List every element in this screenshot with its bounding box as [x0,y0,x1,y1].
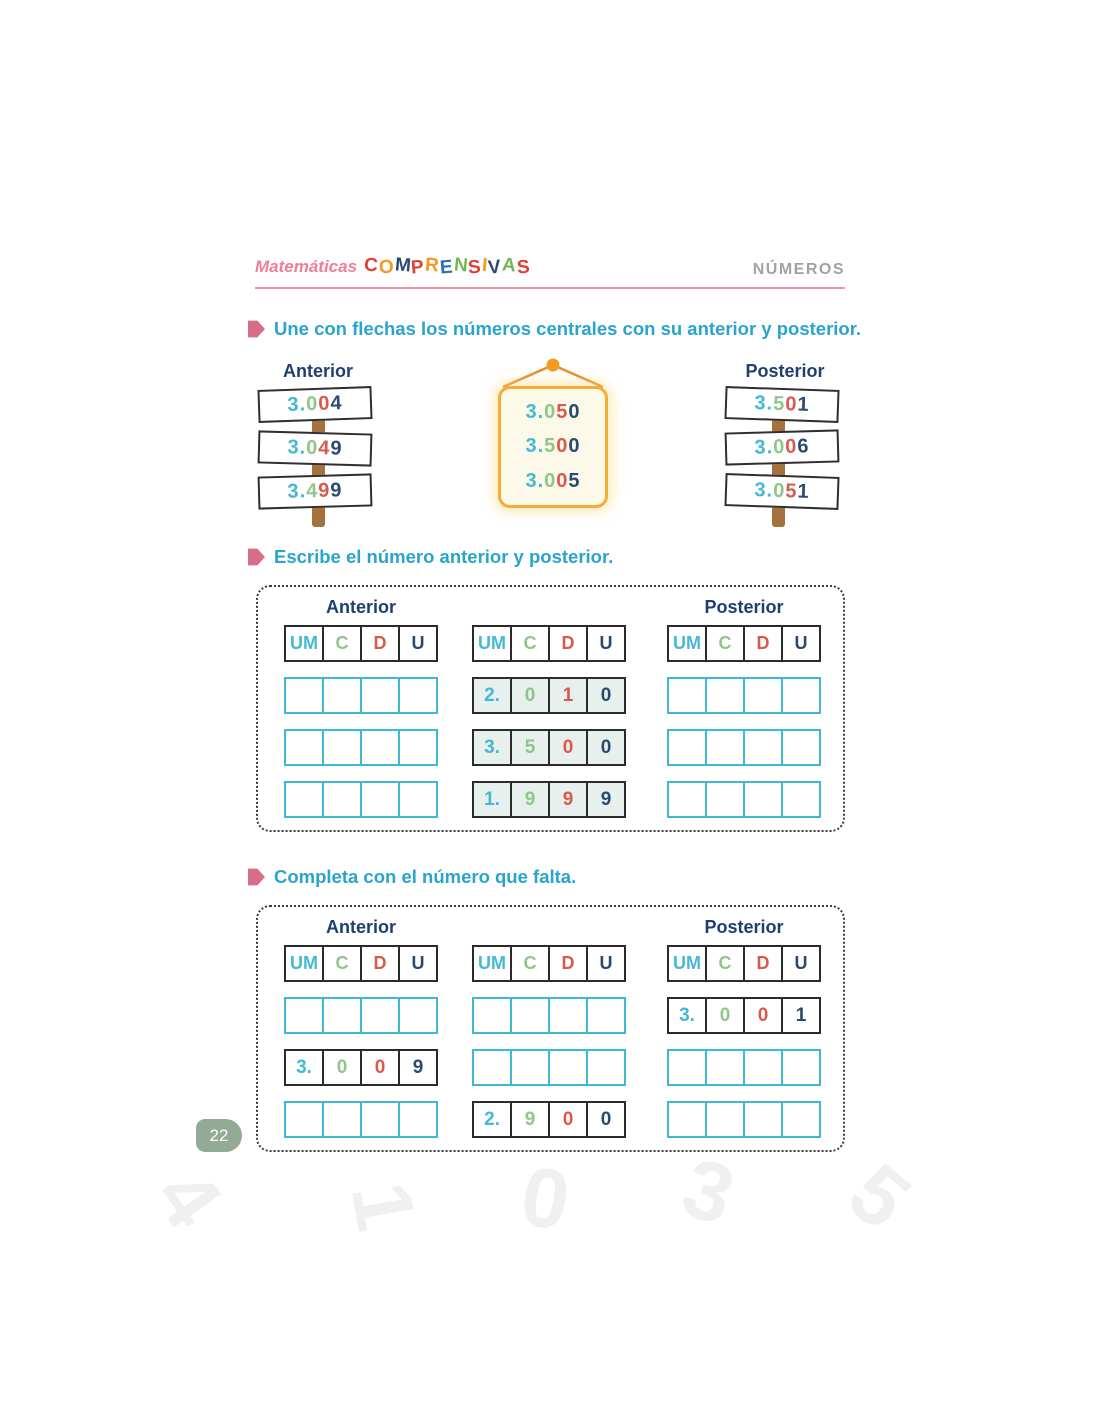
digit: 3. [287,480,307,503]
digit: 3. [754,392,774,415]
sign-number [754,392,810,417]
posterior-column-label: Posterior [704,597,784,617]
answer-cell[interactable] [586,997,626,1034]
digit: 3. [287,436,307,459]
digit: 4 [329,392,343,415]
digit: 9 [330,437,343,460]
brand-letter: M [393,254,413,277]
brand-letter: C [363,254,380,277]
answer-row [667,1101,821,1138]
answer-row [667,781,821,818]
digit: 0 [568,435,581,458]
digit: 0 [784,393,798,416]
brand-logo [255,256,530,278]
digit-cell: 9 [510,781,550,818]
digit: 0 [305,436,319,460]
brand-prefix: Matemáticas [255,257,358,276]
place-header-row [472,625,626,662]
answer-cell[interactable] [398,1101,438,1138]
digit: 9 [330,479,343,502]
watermark-digit: 4 [136,1152,241,1245]
answer-cell[interactable] [548,997,588,1034]
answer-row [667,677,821,714]
brand-letter: E [438,256,455,279]
answer-cell[interactable] [781,677,821,714]
digit: 0 [544,470,557,493]
answer-cell[interactable] [705,781,745,818]
answer-cell[interactable] [398,677,438,714]
digit: 9 [317,479,331,502]
watermark-digit: 0 [514,1147,577,1249]
answer-cell[interactable] [667,729,707,766]
anterior-sign-2 [258,430,373,466]
answer-cell[interactable] [667,1049,707,1086]
place-header-cell: UM [472,625,512,662]
center-number-board [498,386,608,508]
sign-number [754,435,810,460]
digit-cell: 2. [472,1101,512,1138]
answer-cell[interactable] [548,1049,588,1086]
brand-letter: S [467,256,483,279]
digit: 4 [305,479,319,503]
place-header-cell: C [322,945,362,982]
answer-cell[interactable] [781,1049,821,1086]
answer-cell[interactable] [781,1101,821,1138]
place-header-cell: C [705,945,745,982]
answer-cell[interactable] [667,781,707,818]
watermark-digit: 1 [333,1175,435,1238]
answer-cell[interactable] [284,781,324,818]
place-value-table-center [472,625,626,833]
answer-cell[interactable] [705,1101,745,1138]
digit: 0 [772,435,786,459]
digit: 1 [797,393,810,416]
answer-row [284,677,438,714]
place-value-table-anterior [284,945,438,1153]
sign-number [287,479,343,504]
place-header-row [472,945,626,982]
answer-cell[interactable] [743,781,783,818]
posterior-sign-3 [724,473,839,510]
answer-cell[interactable] [781,781,821,818]
digit-cell: 9 [586,781,626,818]
digit-cell: 0 [322,1049,362,1086]
answer-cell[interactable] [398,997,438,1034]
place-header-cell: D [360,945,400,982]
anterior-column-label: Anterior [325,597,396,617]
page-number-tab [196,1119,242,1152]
sign-number [287,392,343,417]
digit-cell: 1. [472,781,512,818]
answer-cell[interactable] [743,1101,783,1138]
answer-row [284,729,438,766]
answer-cell[interactable] [743,1049,783,1086]
number-row [472,729,626,766]
answer-cell[interactable] [705,677,745,714]
digit: 0 [317,392,331,415]
answer-cell[interactable] [360,997,400,1034]
place-header-cell: U [781,625,821,662]
digit-cell: 0 [586,729,626,766]
exercise2-title-text: Escribe el número anterior y posterior. [274,546,614,567]
answer-cell[interactable] [360,729,400,766]
digit: 5 [568,470,581,493]
answer-cell[interactable] [322,781,362,818]
place-value-table-posterior [667,945,821,1153]
digit: 3. [525,470,545,493]
brand-letter: O [377,256,396,279]
digit: 0 [568,400,581,423]
watermark-digit: 3 [671,1139,746,1243]
anterior-sign-1 [257,386,372,423]
answer-row [284,997,438,1034]
answer-cell[interactable] [322,677,362,714]
posterior-sign-1 [724,386,839,423]
place-header-cell: U [398,625,438,662]
answer-cell[interactable] [781,729,821,766]
answer-cell[interactable] [284,997,324,1034]
sign-number [287,436,343,461]
exercise1-figure [255,353,845,533]
place-header-cell: UM [667,945,707,982]
answer-cell[interactable] [322,1101,362,1138]
anterior-column-label: Anterior [282,361,353,381]
digit-cell: 0 [743,997,783,1034]
place-header-cell: C [510,945,550,982]
digit-cell: 3. [667,997,707,1034]
digit: 3. [525,435,545,458]
digit: 3. [754,479,774,502]
brand-letter: R [424,254,441,277]
brand-letter: N [452,254,470,277]
answer-cell[interactable] [284,729,324,766]
place-header-cell: U [781,945,821,982]
digit: 5 [544,435,557,458]
number-row [284,1049,438,1086]
place-value-table-center [472,945,626,1153]
answer-cell[interactable] [360,781,400,818]
anterior-sign-3 [258,473,373,509]
digit: 4 [317,437,331,460]
brand-name [364,256,530,278]
place-header-cell: D [548,945,588,982]
exercise2-title [248,546,613,568]
digit-cell: 9 [510,1101,550,1138]
brand-letter: I [481,254,490,277]
answer-cell[interactable] [284,677,324,714]
answer-cell[interactable] [360,1101,400,1138]
digit-cell: 0 [586,677,626,714]
place-header-cell: U [586,625,626,662]
page-number: 22 [209,1125,229,1145]
digit: 1 [797,480,810,503]
digit-cell: 0 [548,729,588,766]
digit-cell: 5 [510,729,550,766]
place-header-cell: UM [284,945,324,982]
place-header-cell: U [586,945,626,982]
answer-cell[interactable] [472,1049,512,1086]
arrow-bullet-icon [248,320,265,339]
answer-row [472,1049,626,1086]
watermark-digit: 5 [831,1145,928,1248]
answer-cell[interactable] [322,997,362,1034]
answer-cell[interactable] [360,677,400,714]
place-header-cell: U [398,945,438,982]
answer-cell[interactable] [322,729,362,766]
digit-cell: 1 [781,997,821,1034]
digit-cell: 0 [548,1101,588,1138]
place-header-cell: C [705,625,745,662]
answer-row [284,781,438,818]
answer-row [472,997,626,1034]
answer-cell[interactable] [398,729,438,766]
board-number [525,401,580,424]
exercise3-title-text: Completa con el número que falta. [274,866,577,887]
arrow-bullet-icon [248,868,265,887]
answer-cell[interactable] [510,997,550,1034]
section-title: NÚMEROS [752,261,845,278]
digit: 3. [525,400,545,423]
digit: 0 [556,470,569,493]
header-rule [255,287,845,289]
sign-number [754,479,810,504]
place-header-cell: D [360,625,400,662]
place-header-cell: D [548,625,588,662]
digit: 3. [287,393,307,416]
posterior-column-label: Posterior [745,361,825,381]
place-header-cell: D [743,945,783,982]
number-row [472,1101,626,1138]
answer-cell[interactable] [705,1049,745,1086]
digit-cell: 0 [360,1049,400,1086]
exercise3-title [248,866,576,888]
exercise2-answer-box [256,585,845,832]
place-header-cell: UM [284,625,324,662]
answer-cell[interactable] [743,677,783,714]
digit: 5 [784,480,798,503]
place-header-cell: C [510,625,550,662]
number-row [667,997,821,1034]
brand-letter: P [410,256,427,279]
digit: 0 [305,392,319,416]
digit: 5 [556,400,569,423]
exercise1-title [248,318,861,340]
anterior-column-label: Anterior [325,917,396,937]
pin-icon [547,359,560,372]
digit: 0 [556,435,569,458]
answer-row [667,1049,821,1086]
arrow-bullet-icon [248,548,265,567]
place-header-row [667,945,821,982]
place-header-row [284,945,438,982]
answer-cell[interactable] [667,677,707,714]
digit-cell: 1 [548,677,588,714]
board-number [525,470,580,493]
place-header-row [284,625,438,662]
digit: 5 [772,392,786,416]
answer-cell[interactable] [284,1101,324,1138]
digit: 0 [544,400,557,423]
exercise3-answer-box [256,905,845,1152]
answer-cell[interactable] [472,997,512,1034]
board-hanger-string [495,356,611,388]
digit-cell: 0 [705,997,745,1034]
place-value-table-posterior [667,625,821,833]
place-value-table-anterior [284,625,438,833]
brand-letter: S [515,256,532,279]
board-number [525,435,580,458]
place-header-cell: D [743,625,783,662]
answer-cell[interactable] [705,729,745,766]
digit: 3. [754,436,774,459]
digit-cell: 9 [398,1049,438,1086]
answer-cell[interactable] [667,1101,707,1138]
digit-cell: 3. [472,729,512,766]
answer-cell[interactable] [398,781,438,818]
answer-cell[interactable] [586,1049,626,1086]
number-row [472,677,626,714]
place-header-cell: C [322,625,362,662]
place-header-row [667,625,821,662]
answer-cell[interactable] [510,1049,550,1086]
digit-cell: 0 [510,677,550,714]
digit-cell: 0 [586,1101,626,1138]
digit-cell: 2. [472,677,512,714]
brand-letter: V [487,256,503,279]
place-header-cell: UM [667,625,707,662]
brand-letter: A [501,254,518,277]
digit: 6 [797,435,810,458]
answer-cell[interactable] [743,729,783,766]
answer-row [284,1101,438,1138]
number-row [472,781,626,818]
digit-cell: 3. [284,1049,324,1086]
posterior-column-label: Posterior [704,917,784,937]
digit-cell: 9 [548,781,588,818]
place-header-cell: UM [472,945,512,982]
exercise1-title-text: Une con flechas los números centrales con su anterior y posterior. [274,318,862,339]
digit: 0 [772,479,786,503]
answer-row [667,729,821,766]
posterior-sign-2 [725,429,840,465]
digit: 0 [784,435,798,458]
